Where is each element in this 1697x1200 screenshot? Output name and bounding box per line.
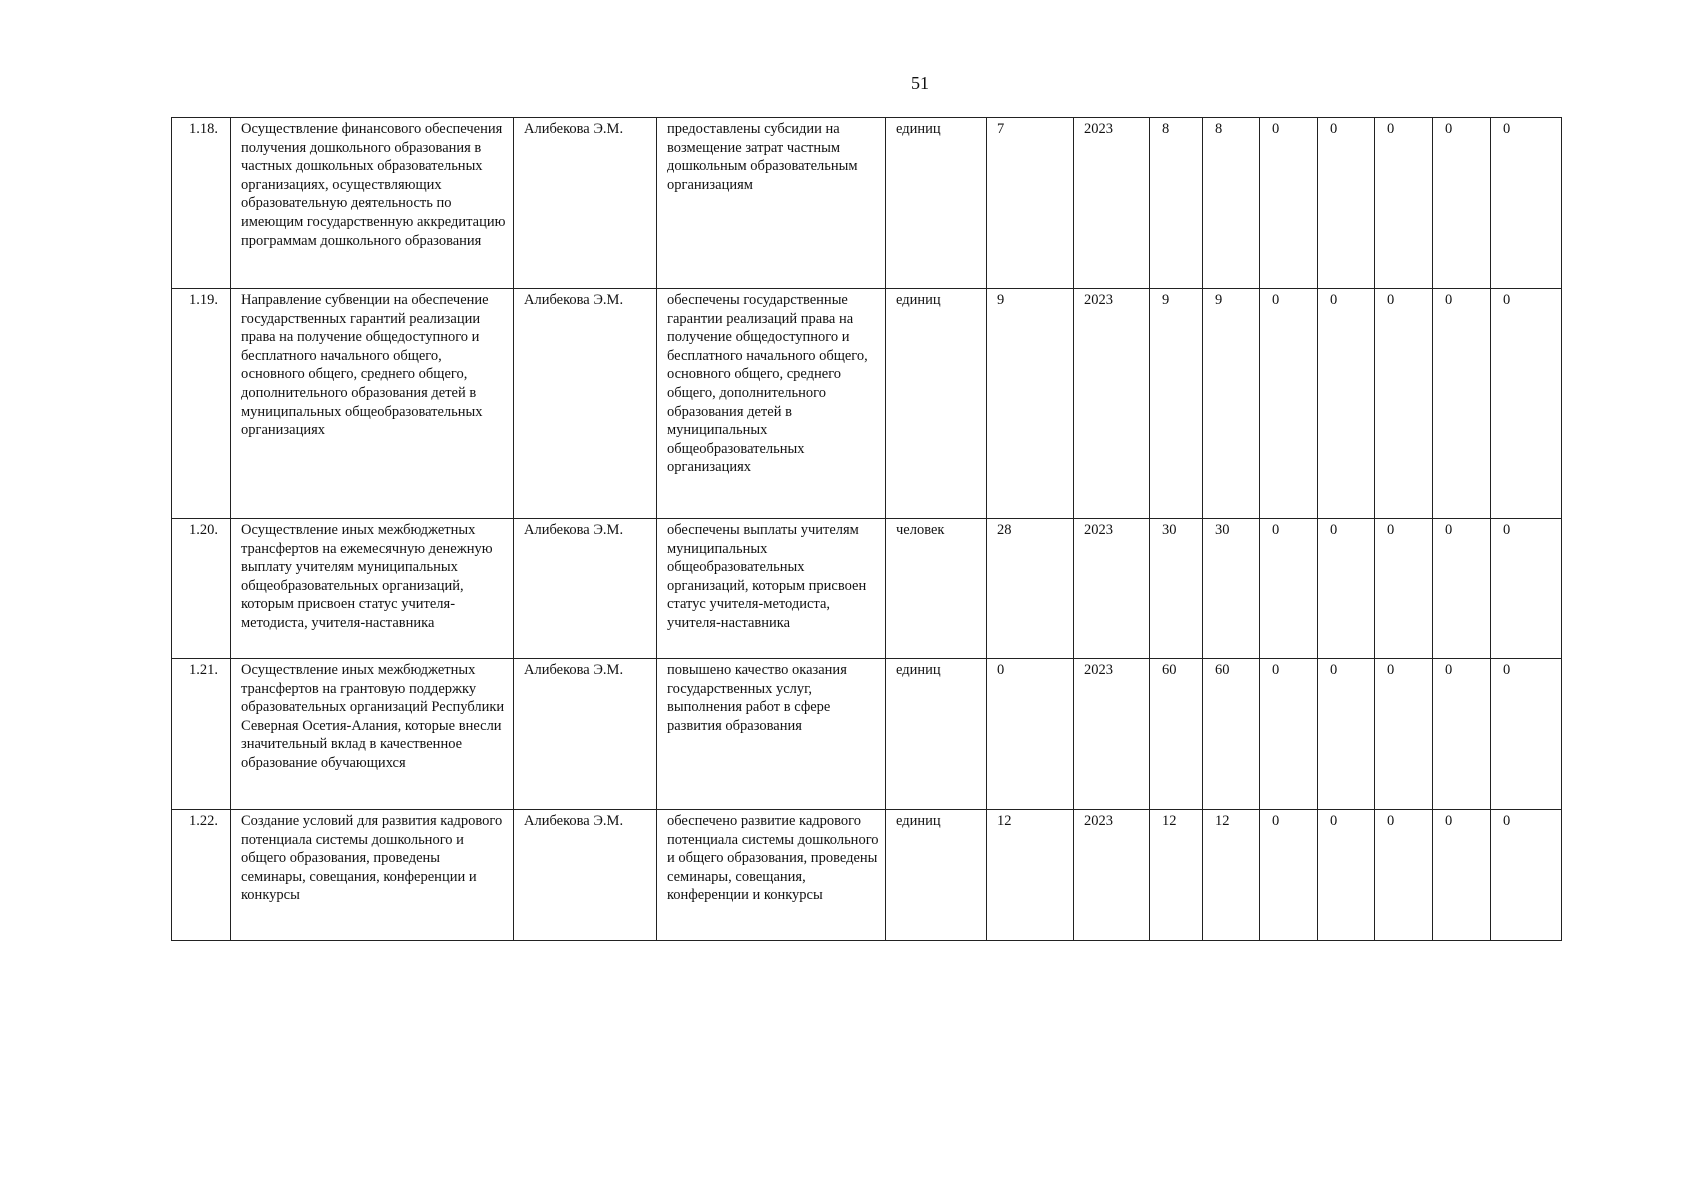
value-cell: 0	[1491, 810, 1562, 941]
program-table-container	[171, 117, 1561, 941]
value-cell: 0	[1260, 289, 1318, 519]
value-cell: 0	[1318, 519, 1375, 659]
responsible-person: Алибекова Э.М.	[514, 659, 657, 810]
value-cell: 60	[1150, 659, 1203, 810]
row-number: 1.20.	[172, 519, 231, 659]
value-cell: 0	[1491, 659, 1562, 810]
value-cell: 30	[1150, 519, 1203, 659]
value-cell: 0	[1433, 810, 1491, 941]
table-row	[172, 519, 1562, 659]
activity-name: Создание условий для развития кадрового потенциала системы дошкольного и общего образования, проведены семинары, совещания, конференции и конкурсы	[231, 810, 514, 941]
value-cell: 0	[1375, 519, 1433, 659]
base-value: 0	[987, 659, 1074, 810]
value-cell: 30	[1203, 519, 1260, 659]
table-row	[172, 659, 1562, 810]
value-cell: 0	[1318, 659, 1375, 810]
value-cell: 0	[1318, 810, 1375, 941]
value-cell: 8	[1150, 118, 1203, 289]
value-cell: 0	[1318, 118, 1375, 289]
value-cell: 0	[1433, 118, 1491, 289]
unit-of-measure: единиц	[886, 289, 987, 519]
value-cell: 9	[1150, 289, 1203, 519]
value-cell: 0	[1260, 519, 1318, 659]
value-cell: 0	[1375, 659, 1433, 810]
value-cell: 0	[1375, 118, 1433, 289]
value-cell: 0	[1260, 810, 1318, 941]
responsible-person: Алибекова Э.М.	[514, 810, 657, 941]
value-cell: 60	[1203, 659, 1260, 810]
activity-name: Осуществление иных межбюджетных трансфертов на грантовую поддержку образовательных организаций Республики Северная Осетия-Алания, которые внесли значительный вклад в качественное образование обучающихся	[231, 659, 514, 810]
table-row	[172, 810, 1562, 941]
base-value: 28	[987, 519, 1074, 659]
base-year: 2023	[1074, 810, 1150, 941]
expected-result: обеспечены выплаты учителям муниципальных общеобразовательных организаций, которым присвоен статус учителя-методиста, учителя-наставника	[657, 519, 886, 659]
value-cell: 12	[1150, 810, 1203, 941]
row-number: 1.19.	[172, 289, 231, 519]
table-row	[172, 289, 1562, 519]
value-cell: 0	[1375, 289, 1433, 519]
expected-result: повышено качество оказания государственных услуг, выполнения работ в сфере развития образования	[657, 659, 886, 810]
expected-result: обеспечено развитие кадрового потенциала системы дошкольного и общего образования, проведены семинары, совещания, конференции и конкурсы	[657, 810, 886, 941]
base-value: 7	[987, 118, 1074, 289]
responsible-person: Алибекова Э.М.	[514, 118, 657, 289]
value-cell: 0	[1260, 118, 1318, 289]
value-cell: 0	[1433, 519, 1491, 659]
base-year: 2023	[1074, 289, 1150, 519]
value-cell: 0	[1375, 810, 1433, 941]
expected-result: обеспечены государственные гарантии реализаций права на получение общедоступного и бесплатного начального общего, основного общего, среднего общего, дополнительного образования детей в муниципальных общеобразовательных организациях	[657, 289, 886, 519]
expected-result: предоставлены субсидии на возмещение затрат частным дошкольным образовательным организациям	[657, 118, 886, 289]
activity-name: Осуществление иных межбюджетных трансфертов на ежемесячную денежную выплату учителям муниципальных общеобразовательных организаций, которым присвоен статус учителя-методиста, учителя-наставника	[231, 519, 514, 659]
responsible-person: Алибекова Э.М.	[514, 519, 657, 659]
value-cell: 0	[1318, 289, 1375, 519]
base-year: 2023	[1074, 519, 1150, 659]
program-activities-table	[171, 117, 1562, 941]
unit-of-measure: единиц	[886, 810, 987, 941]
value-cell: 0	[1433, 659, 1491, 810]
value-cell: 0	[1260, 659, 1318, 810]
unit-of-measure: человек	[886, 519, 987, 659]
unit-of-measure: единиц	[886, 118, 987, 289]
value-cell: 12	[1203, 810, 1260, 941]
row-number: 1.21.	[172, 659, 231, 810]
row-number: 1.18.	[172, 118, 231, 289]
base-year: 2023	[1074, 659, 1150, 810]
value-cell: 8	[1203, 118, 1260, 289]
value-cell: 0	[1491, 289, 1562, 519]
row-number: 1.22.	[172, 810, 231, 941]
value-cell: 0	[1433, 289, 1491, 519]
unit-of-measure: единиц	[886, 659, 987, 810]
responsible-person: Алибекова Э.М.	[514, 289, 657, 519]
base-value: 12	[987, 810, 1074, 941]
value-cell: 9	[1203, 289, 1260, 519]
base-value: 9	[987, 289, 1074, 519]
activity-name: Направление субвенции на обеспечение государственных гарантий реализации права на получение общедоступного и бесплатного начального общего, основного общего, среднего общего, дополнительного образования детей в муниципальных общеобразовательных организациях	[231, 289, 514, 519]
page-number: 51	[911, 73, 929, 93]
activity-name: Осуществление финансового обеспечения получения дошкольного образования в частных дошкольных образовательных организациях, осуществляющих образовательную деятельность по имеющим государственную аккредитацию программам дошкольного образования	[231, 118, 514, 289]
value-cell: 0	[1491, 519, 1562, 659]
base-year: 2023	[1074, 118, 1150, 289]
table-row	[172, 118, 1562, 289]
value-cell: 0	[1491, 118, 1562, 289]
